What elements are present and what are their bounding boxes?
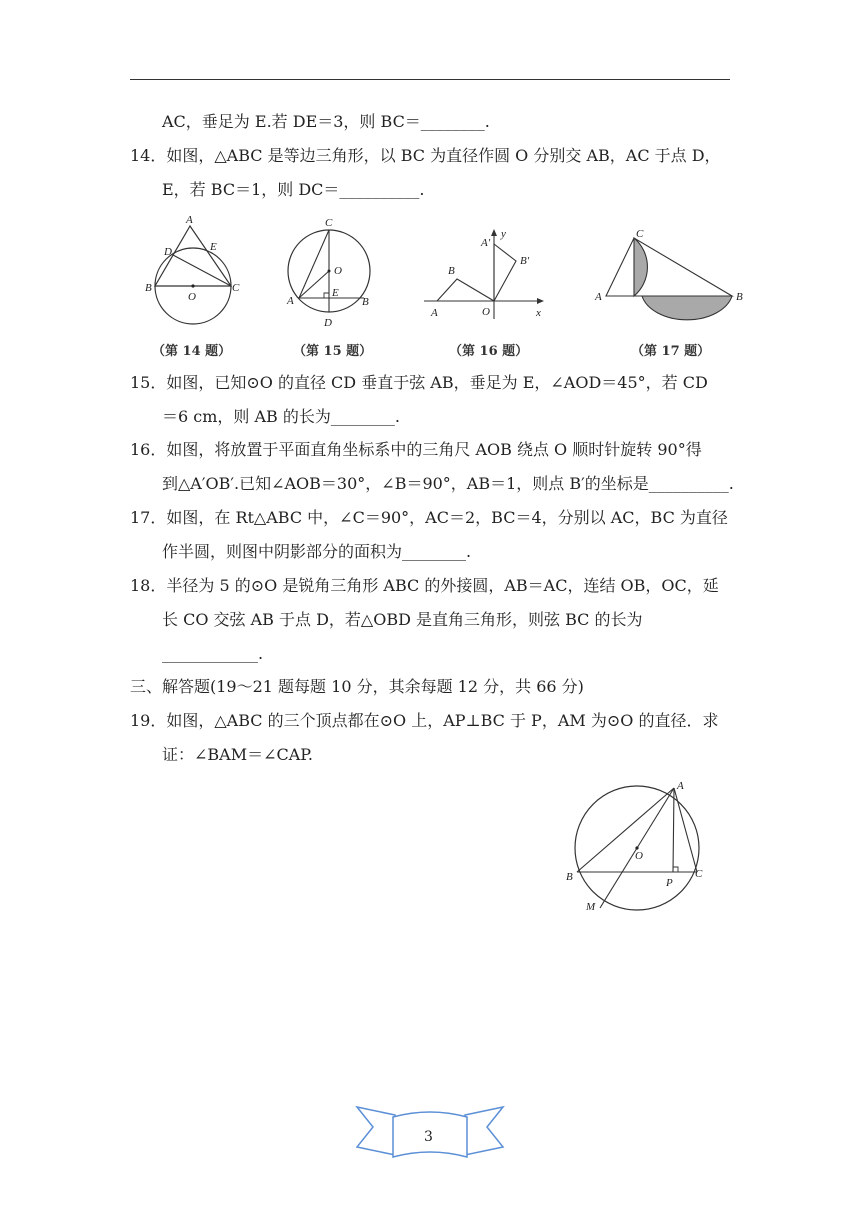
label-P: P (666, 877, 673, 889)
label-O: O (482, 306, 490, 318)
label-M: M (586, 901, 596, 913)
label-A: A (287, 295, 294, 307)
q15-line2: ＝6 cm，则 AB 的长为________. (162, 407, 400, 426)
page-number: 3 (424, 1129, 433, 1145)
q14-line2: E，若 BC＝1，则 DC＝__________. (162, 180, 425, 199)
q18-line2: 长 CO 交弦 AB 于点 D，若△OBD 是直角三角形，则弦 BC 的长为 (162, 610, 643, 629)
label-A: A (595, 291, 602, 303)
label-B-prime: B′ (520, 255, 530, 267)
label-x: x (536, 307, 541, 319)
header-rule (130, 79, 730, 80)
caption-q17: （第 17 题） (631, 344, 711, 359)
q17-line1: 17．如图，在 Rt△ABC 中，∠C＝90°，AC＝2，BC＝4，分别以 AC，BC 为直径 (130, 508, 728, 527)
q18-line3: ____________. (162, 644, 264, 663)
section-3-heading: 三、解答题(19～21 题每题 10 分，其余每题 12 分，共 66 分) (130, 677, 584, 696)
label-B: B (566, 871, 573, 883)
q19-line1: 19．如图，△ABC 的三个顶点都在⊙O 上，AP⊥BC 于 P，AM 为⊙O 的直径．求 (130, 711, 719, 730)
q16-line2: 到△A′OB′.已知∠AOB＝30°，∠B＝90°，AB＝1，则点 B′的坐标是__________. (162, 474, 734, 493)
q18-line1: 18．半径为 5 的⊙O 是锐角三角形 ABC 的外接圆，AB＝AC，连结 OB，OC，延 (130, 576, 719, 595)
q14-line1: 14．如图，△ABC 是等边三角形，以 BC 为直径作圆 O 分别交 AB，AC 于点 D， (130, 146, 721, 165)
figure-15 (282, 212, 382, 330)
label-B: B (145, 282, 152, 294)
label-D: D (324, 317, 332, 329)
shaded-half-circle-ac (634, 238, 647, 296)
label-E: E (210, 241, 217, 253)
label-C: C (636, 228, 644, 240)
label-O: O (635, 850, 643, 862)
label-C: C (325, 217, 333, 229)
label-D: D (164, 246, 172, 258)
label-A: A (677, 780, 684, 792)
q19-line2: 证：∠BAM＝∠CAP. (162, 745, 313, 764)
caption-q16: （第 16 题） (449, 344, 529, 359)
label-A: A (431, 307, 438, 319)
caption-q15: （第 15 题） (293, 344, 373, 359)
figure-16 (420, 224, 550, 324)
q15-line1: 15．如图，已知⊙O 的直径 CD 垂直于弦 AB，垂足为 E，∠AOD＝45°，若 CD (130, 373, 708, 392)
q16-line1: 16．如图，将放置于平面直角坐标系中的三角尺 AOB 绕点 O 顺时针旋转 90°得 (130, 440, 702, 459)
caption-q14: （第 14 题） (152, 344, 232, 359)
label-A-prime: A′ (481, 237, 491, 249)
figure-14 (140, 208, 250, 330)
label-E: E (332, 287, 339, 299)
q17-line2: 作半圆，则图中阴影部分的面积为________. (162, 542, 472, 561)
figure-19 (560, 780, 720, 915)
shaded-half-circle-bc (606, 296, 732, 320)
label-O: O (334, 265, 342, 277)
label-O: O (188, 291, 196, 303)
label-B: B (448, 265, 455, 277)
label-C: C (695, 868, 703, 880)
label-y: y (501, 228, 506, 240)
q13-continuation: AC，垂足为 E.若 DE＝3，则 BC＝________. (162, 112, 490, 131)
label-B: B (736, 291, 743, 303)
label-B: B (362, 296, 369, 308)
label-A: A (186, 214, 193, 226)
figure-17 (588, 222, 748, 334)
label-C: C (232, 282, 240, 294)
